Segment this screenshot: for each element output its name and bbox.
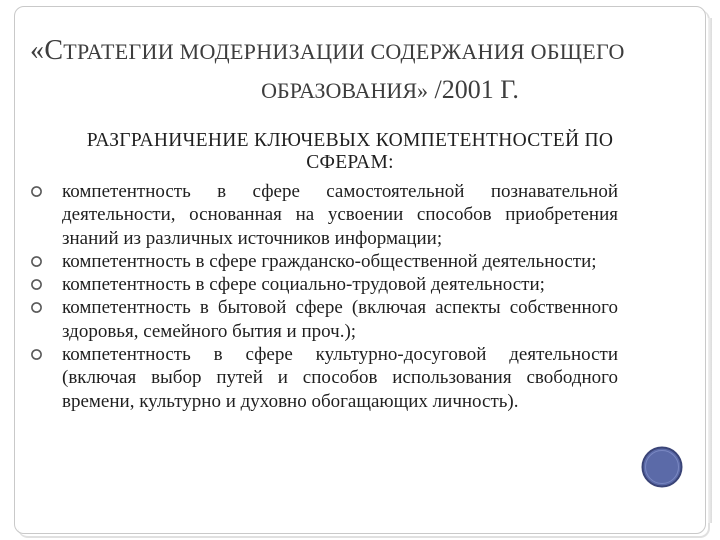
- hollow-circle-bullet-icon: [30, 185, 43, 198]
- hollow-circle-bullet-icon: [30, 348, 43, 361]
- title-first-letter: С: [44, 35, 64, 66]
- list-item: [30, 343, 618, 413]
- title-line-1: [30, 32, 690, 71]
- title-line2-text: ОБРАЗОВАНИЯ»: [261, 78, 428, 103]
- title-year: /2001 Г.: [428, 75, 519, 104]
- list-item: [30, 180, 618, 250]
- list-item-text: компетентность в бытовой сфере (включая аспекты собственного здоровья, семейного бытия и проч.);: [62, 297, 618, 342]
- title-quote-open: «: [30, 35, 45, 66]
- navy-circle-decoration-icon: [641, 446, 683, 488]
- hollow-circle-bullet-icon: [30, 278, 43, 291]
- competency-list: [30, 180, 618, 413]
- title-line-2: [30, 71, 690, 110]
- list-item-text: компетентность в сфере самостоятельной познавательной деятельности, основанная на усвоении способов приобретения знаний из различных источников информации;: [62, 181, 618, 249]
- list-item: [30, 296, 618, 343]
- list-item: [30, 250, 618, 273]
- title-line1-rest: ТРАТЕГИИ МОДЕРНИЗАЦИИ СОДЕРЖАНИЯ ОБЩЕГО: [63, 39, 625, 64]
- hollow-circle-bullet-icon: [30, 301, 43, 314]
- list-item: [30, 273, 618, 296]
- list-item-text: компетентность в сфере социально-трудовой деятельности;: [62, 274, 545, 296]
- list-item-text: компетентность в сфере гражданско-общественной деятельности;: [62, 250, 597, 272]
- subheading: РАЗГРАНИЧЕНИЕ КЛЮЧЕВЫХ КОМПЕТЕНТНОСТЕЙ ПО СФЕРАМ:: [86, 130, 614, 173]
- list-item-text: компетентность в сфере культурно-досуговой деятельности (включая выбор путей и способов использования свободного времени, культурно и духовно обогащающих личность).: [62, 344, 618, 412]
- slide-title: [30, 32, 690, 110]
- hollow-circle-bullet-icon: [30, 255, 43, 268]
- slide-right-edge: [708, 18, 712, 523]
